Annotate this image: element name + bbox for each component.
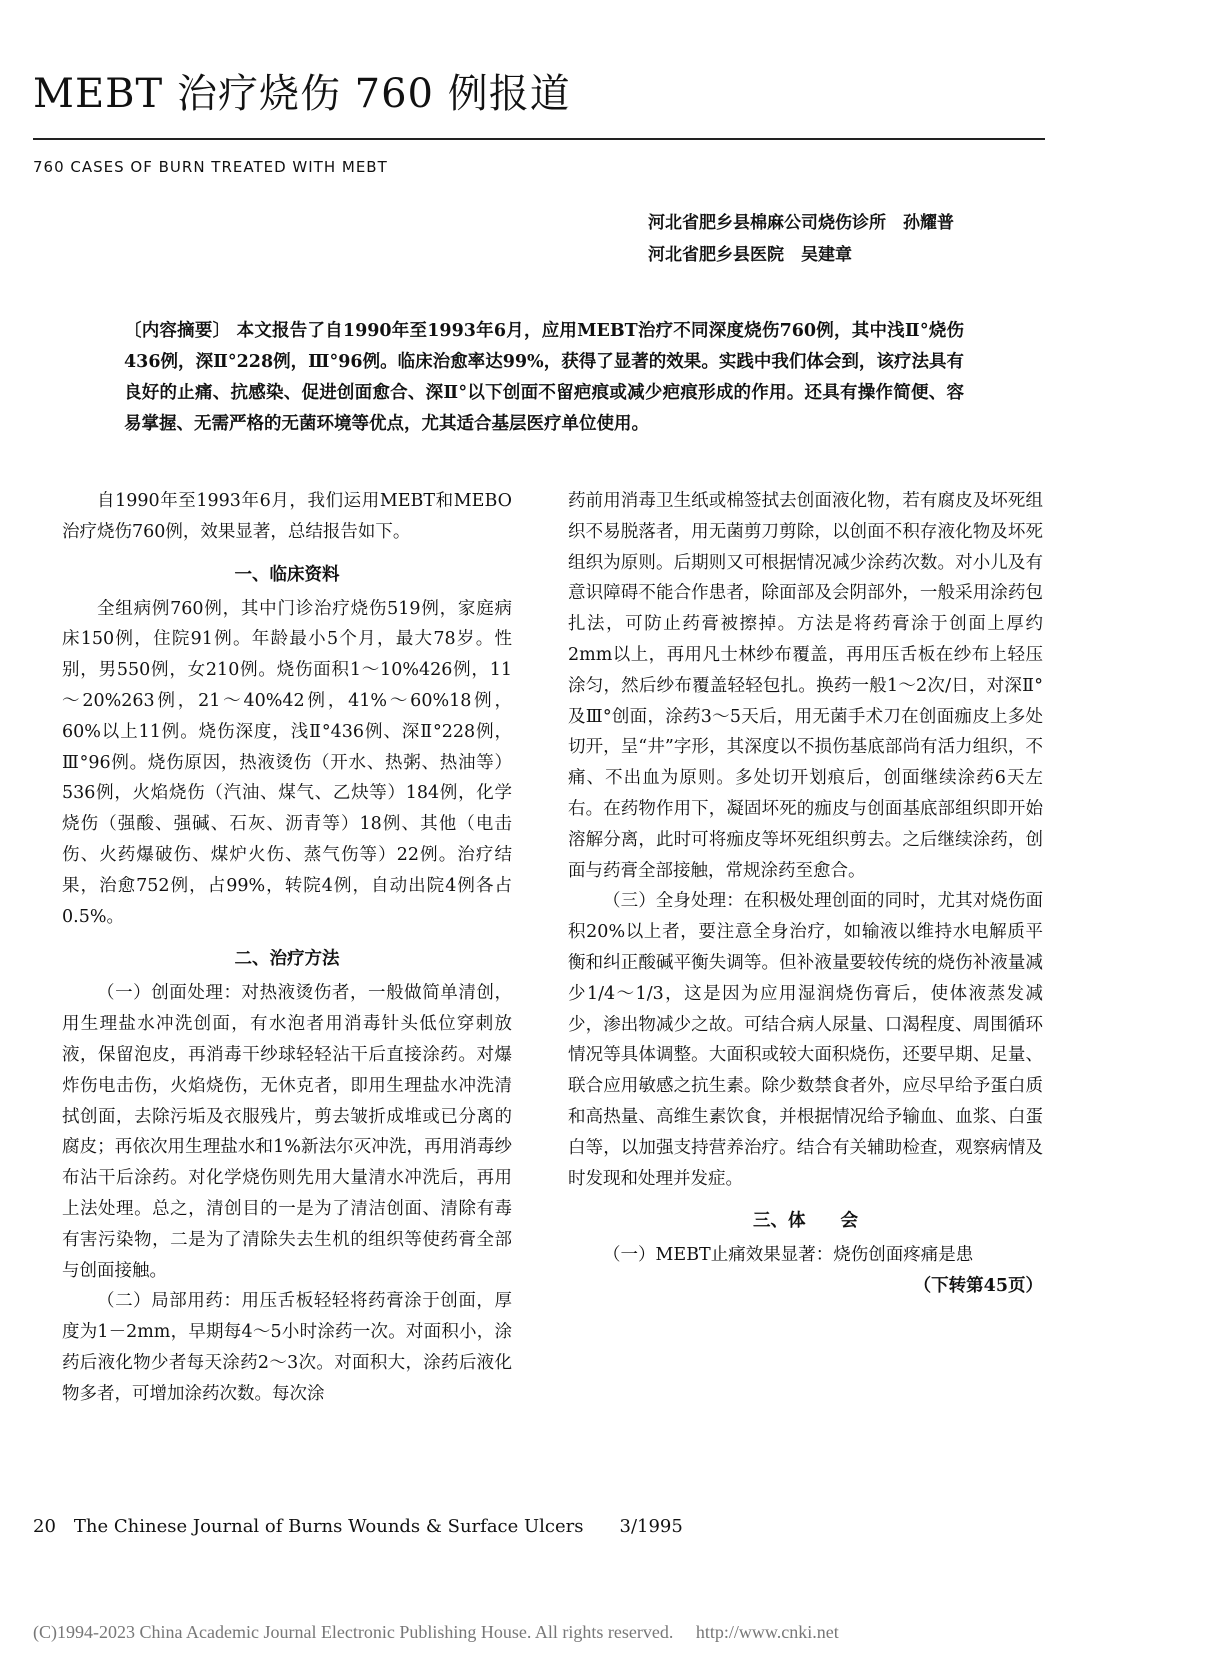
section-heading-2: 二、治疗方法 <box>234 949 340 970</box>
english-title: 760 CASES OF BURN TREATED WITH MEBT <box>33 158 388 176</box>
section-heading-1: 一、临床资料 <box>234 564 340 585</box>
abstract-label: 〔内容摘要〕 <box>124 321 231 341</box>
abstract-text: 本文报告了自1990年至1993年6月，应用MEBT治疗不同深度烧伤760例，其中浅Ⅱ°烧伤436例，深Ⅱ°228例，Ⅲ°96例。临床治愈率达99%，获得了显著的效果。实践中我们体会到，该疗法具有良好的止痛、抗感染、促进创面愈合、深Ⅱ°以下创面不留疤痕或减少疤痕形成的作用。还具有操作简便、容易掌握、无需严格的无菌环境等优点，尤其适合基层医疗单位使用。 <box>124 321 965 434</box>
section2-paragraph-3: （三）全身处理：在积极处理创面的同时，尤其对烧伤面积20%以上者，要注意全身治疗，如输液以维持水电解质平衡和纠正酸碱平衡失调等。但补液量要较传统的烧伤补液量减少1/4～1/3，这是因为应用湿润烧伤膏后，使体液蒸发减少，渗出物减少之故。可结合病人尿量、口渴程度、周围循环情况等具体调整。大面积或较大面积烧伤，还要早期、足量、联合应用敏感之抗生素。除少数禁食者外，应尽早给予蛋白质和高热量、高维生素饮食，并根据情况给予输血、血浆、白蛋白等，以加强支持营养治疗。结合有关辅助检查，观察病情及时发现和处理并发症。 <box>568 891 1043 1189</box>
article-title: MEBT 治疗烧伤 760 例报道 <box>33 71 571 117</box>
copyright-line: (C)1994-2023 China Academic Journal Electronic Publishing House. All rights reserved. http://www.cnki.net <box>33 1622 839 1642</box>
affiliation-1: 河北省肥乡县棉麻公司烧伤诊所 孙耀普 <box>648 213 954 233</box>
title-divider <box>33 138 1045 140</box>
section2-paragraph-2: （二）局部用药：用压舌板轻轻将药膏涂于创面，厚度为1－2mm，早期每4～5小时涂药一次。对面积小，涂药后液化物少者每天涂药2～3次。对面积大，涂药后液化物多者，可增加涂药次数。每次涂 <box>62 1291 512 1404</box>
intro-paragraph: 自1990年至1993年6月，我们运用MEBT和MEBO治疗烧伤760例，效果显著，总结报告如下。 <box>62 491 512 542</box>
section2-paragraph-1: （一）创面处理：对热液烫伤者，一般做简单清创，用生理盐水冲洗创面，有水泡者用消毒针头低位穿刺放液，保留泡皮，再消毒干纱球轻轻沾干后直接涂药。对爆炸伤电击伤，火焰烧伤，无休克者，即用生理盐水冲洗清拭创面，去除污垢及衣服残片，剪去皱折成堆或已分离的腐皮；再依次用生理盐水和1%新法尔灭冲洗，再用消毒纱布沾干后涂药。对化学烧伤则先用大量清水冲洗后，再用上法处理。总之，清创目的一是为了清洁创面、清除有毒有害污染物，二是为了清除失去生机的组织等使药膏全部与创面接触。 <box>62 983 512 1281</box>
journal-footer: 20 The Chinese Journal of Burns Wounds & Surface Ulcers 3/1995 <box>33 1516 683 1537</box>
section3-paragraph-1: （一）MEBT止痛效果显著：烧伤创面疼痛是患 <box>603 1245 974 1266</box>
abstract <box>124 316 964 440</box>
continued-note: （下转第45页） <box>913 1276 1043 1297</box>
left-column <box>62 486 512 1410</box>
section1-paragraph: 全组病例760例，其中门诊治疗烧伤519例，家庭病床150例，住院91例。年龄最小5个月，最大78岁。性别，男550例，女210例。烧伤面积1～10%426例，11～20%263例，21～40%42例，41%～60%18例，60%以上11例。烧伤深度，浅Ⅱ°436例、深Ⅱ°228例，Ⅲ°96例。烧伤原因，热液烫伤（开水、热粥、热油等）536例，火焰烧伤（汽油、煤气、乙炔等）184例，化学烧伤（强酸、强碱、石灰、沥青等）18例、其他（电击伤、火药爆破伤、煤炉火伤、蒸气伤等）22例。治疗结果，治愈752例，占99%，转院4例，自动出院4例各占0.5%。 <box>62 598 512 927</box>
section-heading-3: 三、体 会 <box>753 1211 858 1232</box>
affiliation-2: 河北省肥乡县医院 吴建章 <box>648 245 852 265</box>
section2-paragraph-2-continued: 药前用消毒卫生纸或棉签拭去创面液化物，若有腐皮及坏死组织不易脱落者，用无菌剪刀剪除，以创面不积存液化物及坏死组织为原则。后期则又可根据情况减少涂药次数。对小儿及有意识障碍不能合作患者，除面部及会阴部外，一般采用涂药包扎法，可防止药膏被擦掉。方法是将药膏涂于创面上厚约2mm以上，再用凡士林纱布覆盖，再用压舌板在纱布上轻压涂匀，然后纱布覆盖轻轻包扎。换药一般1～2次/日，对深Ⅱ°及Ⅲ°创面，涂药3～5天后，用无菌手术刀在创面痂皮上多处切开，呈“井”字形，其深度以不损伤基底部尚有活力组织，不痛、不出血为原则。多处切开划痕后，创面继续涂药6天左右。在药物作用下，凝固坏死的痂皮与创面基底部组织即开始溶解分离，此时可将痂皮等坏死组织剪去。之后继续涂药，创面与药膏全部接触，常规涂药至愈合。 <box>568 491 1043 881</box>
right-column <box>568 486 1043 1302</box>
